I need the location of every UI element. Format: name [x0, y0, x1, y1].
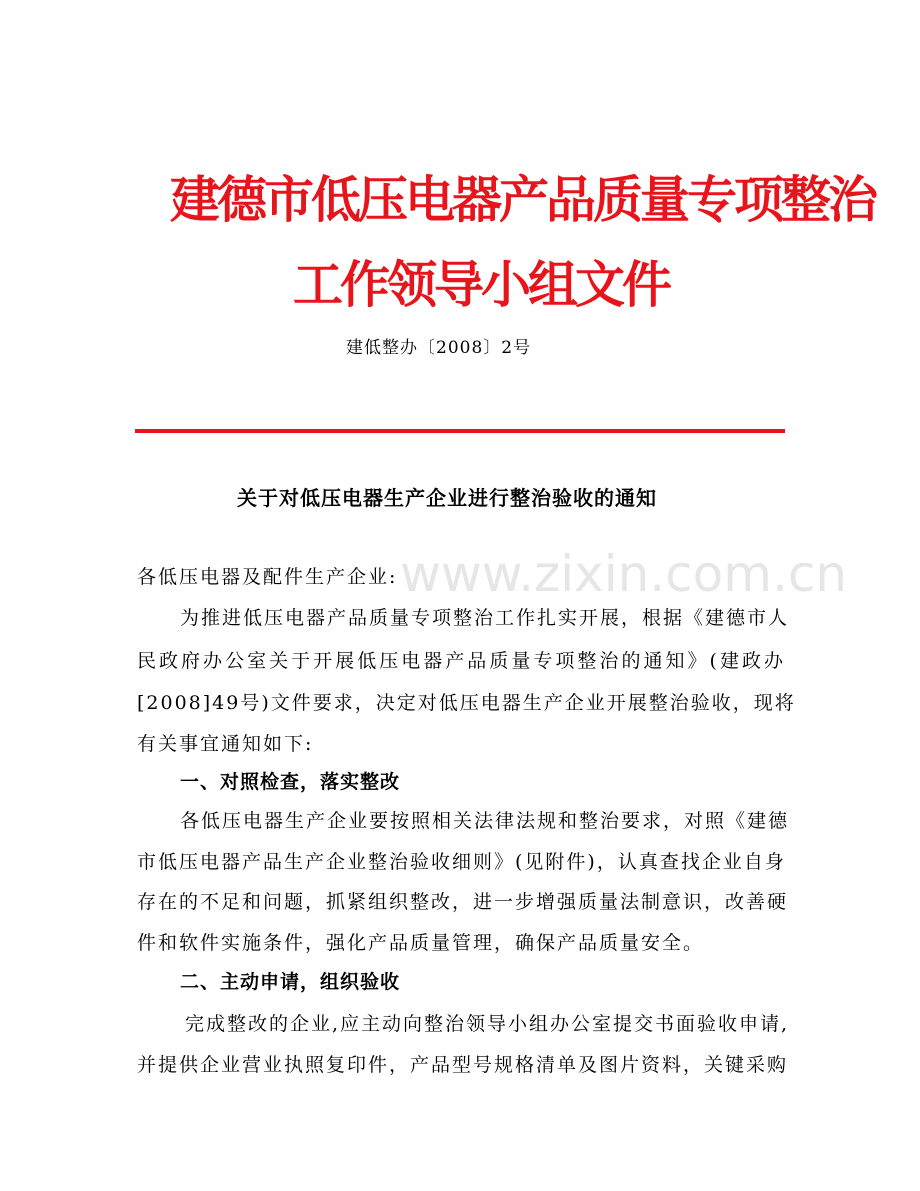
- document-header-title-line2: 工作领导小组文件: [293, 256, 669, 314]
- section1-line: 市低压电器产品生产企业整治验收细则》(见附件)，认真查找企业自身: [137, 851, 786, 873]
- intro-line: 民政府办公室关于开展低压电器产品质量专项整治的通知》(建政办: [137, 650, 785, 672]
- section2-line: 并提供企业营业执照复印件，产品型号规格清单及图片资料，关键采购: [137, 1054, 789, 1076]
- notice-title: 关于对低压电器生产企业进行整治验收的通知: [237, 486, 657, 510]
- section1-line: 各低压电器生产企业要按照相关法律法规和整治要求，对照《建德: [180, 810, 790, 832]
- document-header-title-line1: 建德市低压电器产品质量专项整治: [170, 171, 875, 229]
- section1-line: 存在的不足和问题，抓紧组织整改，进一步增强质量法制意识，改善硬: [137, 891, 789, 913]
- salutation: 各低压电器及配件生产企业:: [137, 566, 398, 588]
- section1-line: 件和软件实施条件，强化产品质量管理，确保产品质量安全。: [137, 932, 705, 954]
- intro-line: 为推进低压电器产品质量专项整治工作扎实开展，根据《建德市人: [180, 607, 790, 629]
- header-red-rule: [135, 429, 785, 433]
- section2-line: 完成整改的企业,应主动向整治领导小组办公室提交书面验收申请,: [185, 1013, 790, 1035]
- intro-line: 有关事宜通知如下:: [137, 733, 314, 755]
- section-heading-2: 二、主动申请，组织验收: [180, 971, 401, 993]
- watermark: www.zixin.com.cn: [400, 545, 848, 603]
- document-number: 建低整办〔2008〕2号: [346, 338, 532, 358]
- intro-line: [2008]49号)文件要求，决定对低压电器生产企业开展整治验收，现将: [137, 692, 796, 714]
- section-heading-1: 一、对照检查，落实整改: [180, 771, 401, 793]
